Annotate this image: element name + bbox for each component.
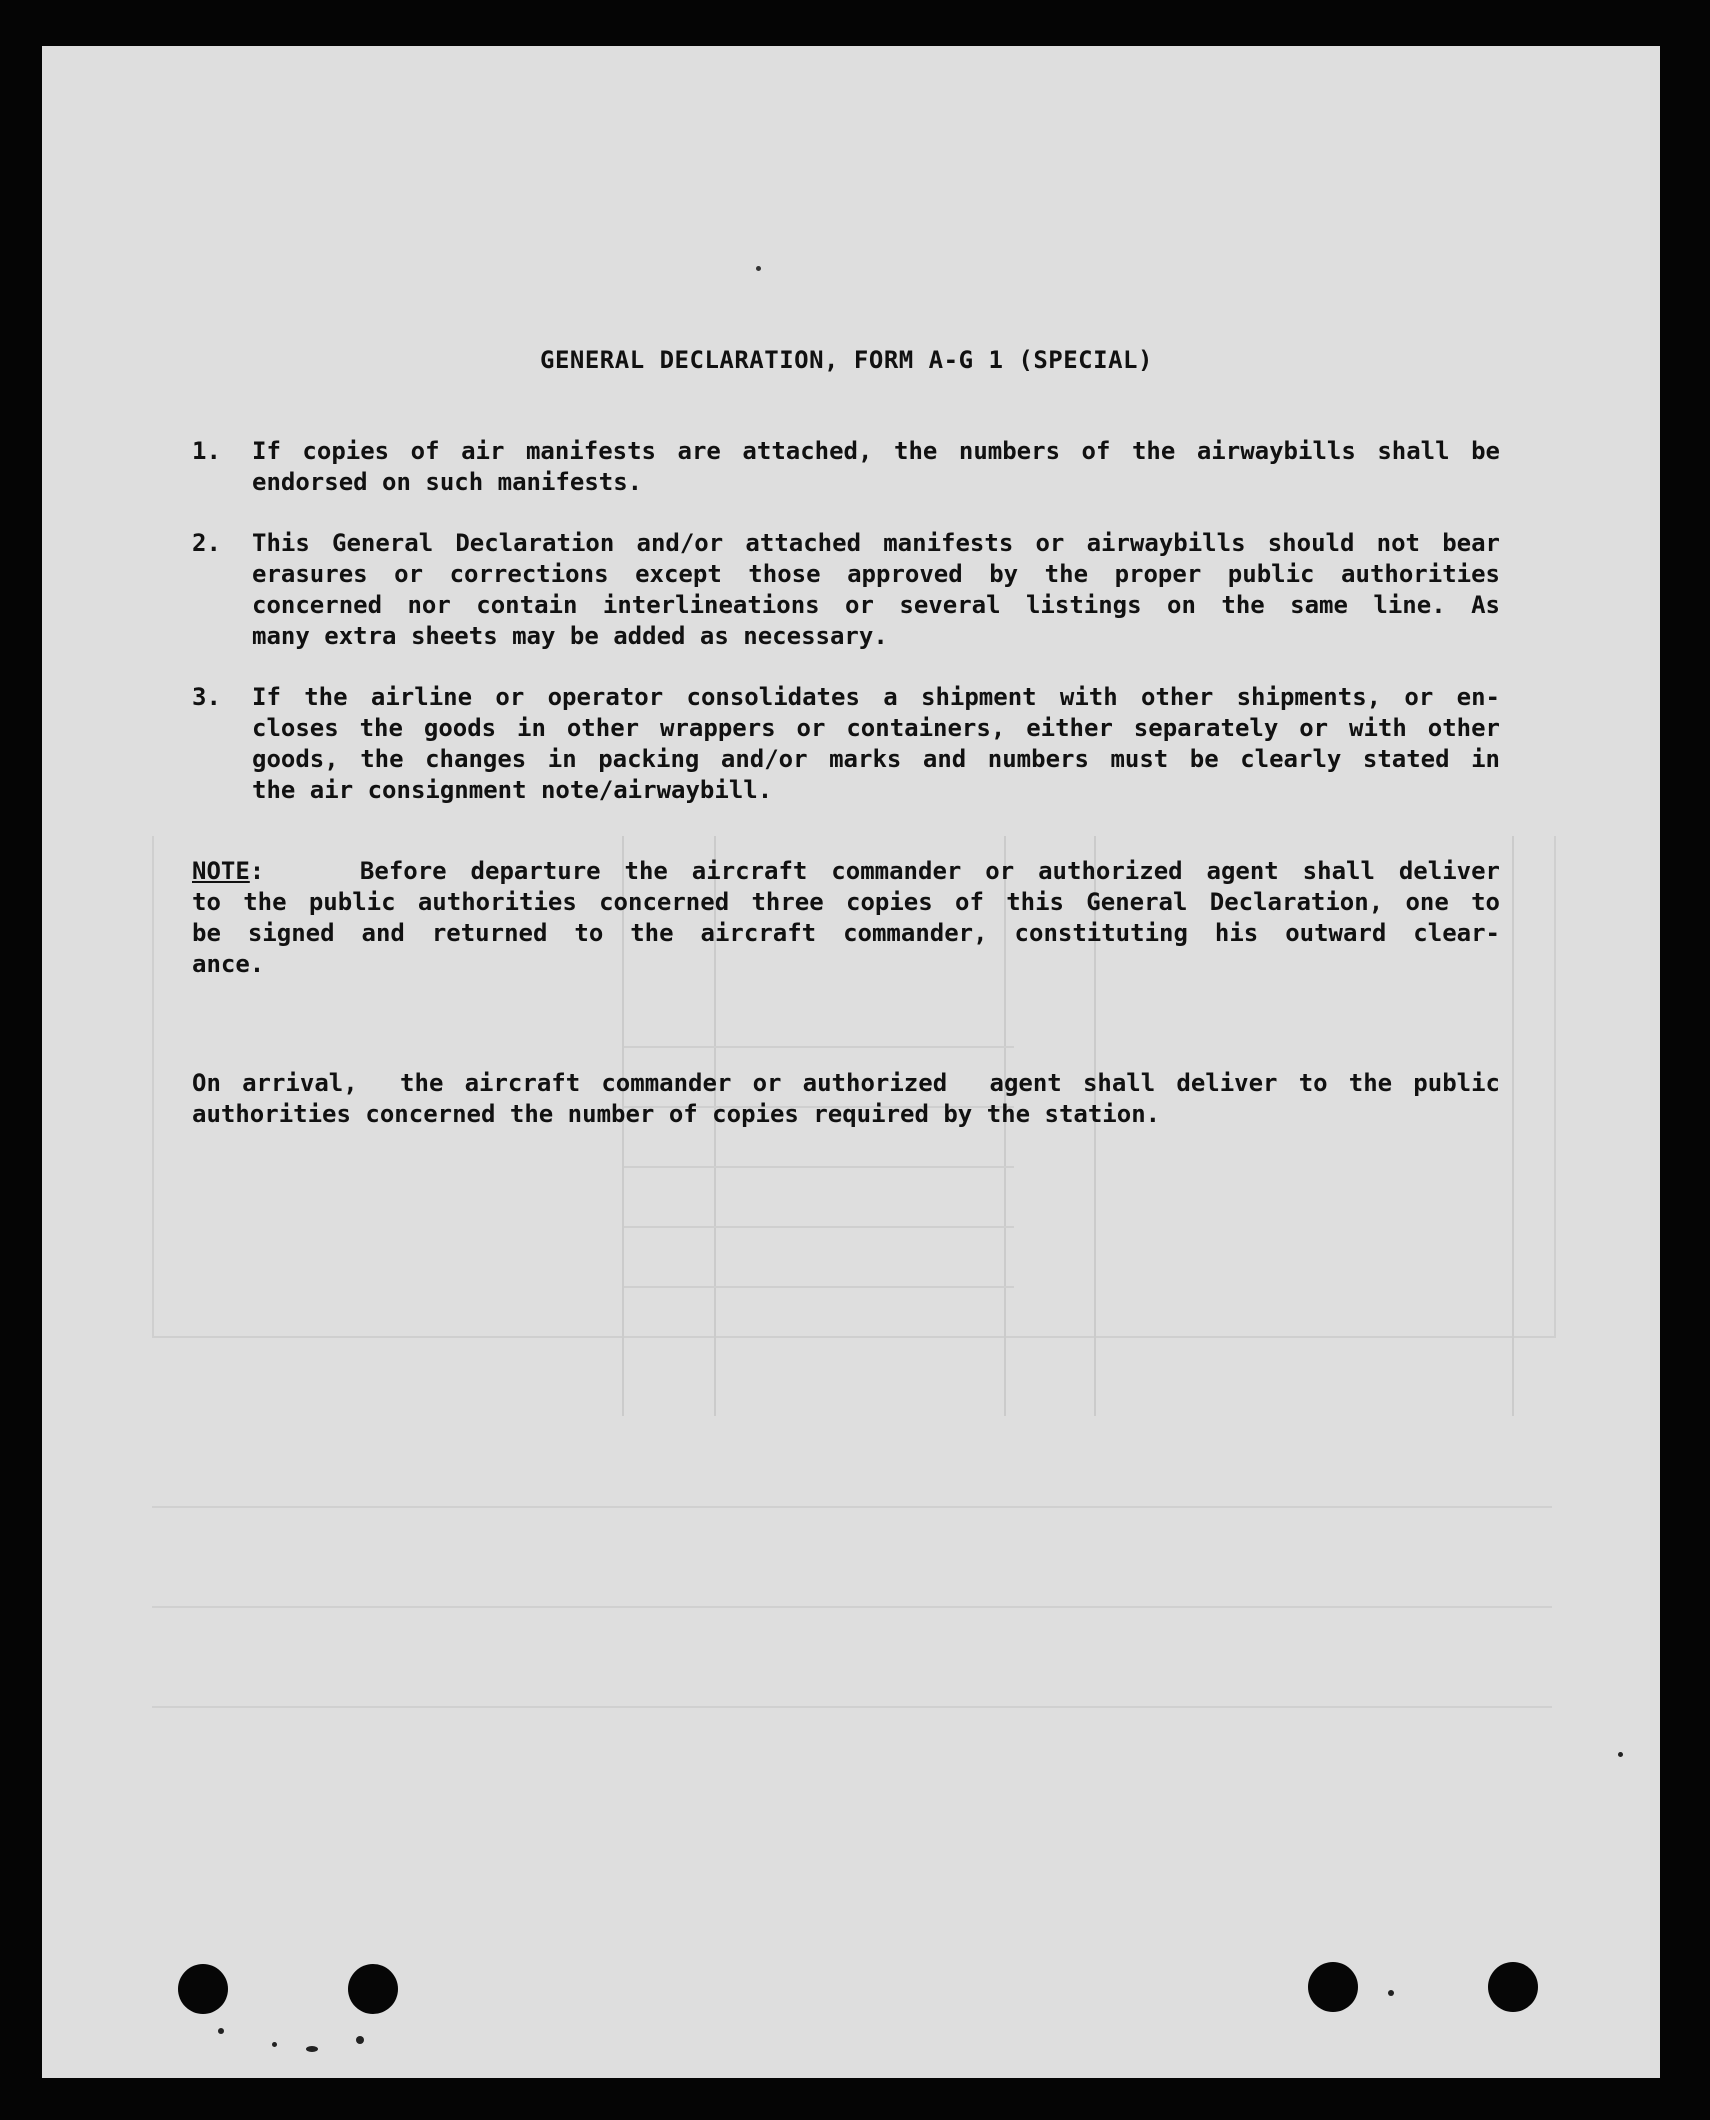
text-line: : Before departure the aircraft commander or authorized agent shall deliver <box>249 857 1500 885</box>
list-item-text <box>252 528 1500 652</box>
text-line: erasures or corrections except those approved by the proper public authorities <box>252 560 1500 588</box>
speck <box>272 2042 277 2047</box>
show-through-line <box>152 1706 1552 1708</box>
text-line: authorities concerned the number of copies required by the station. <box>192 1100 1161 1128</box>
show-through-line <box>1512 836 1514 1416</box>
punch-hole <box>348 1964 398 2014</box>
list-item-number: 1. <box>192 437 221 465</box>
list-item-text <box>252 436 1500 498</box>
show-through-line <box>624 1046 1014 1048</box>
show-through-line <box>624 1226 1014 1228</box>
list-item-number: 3. <box>192 683 221 711</box>
speck <box>1388 1990 1394 1996</box>
speck <box>306 2046 318 2052</box>
document-title: GENERAL DECLARATION, FORM A-G 1 (SPECIAL) <box>540 346 1153 374</box>
text-line: This General Declaration and/or attached manifests or airwaybills should not bear <box>252 529 1500 557</box>
text-line: to the public authorities concerned three copies of this General Declaration, one to <box>192 888 1500 916</box>
document-page <box>42 46 1660 2078</box>
arrival-paragraph <box>192 1068 1500 1130</box>
text-line: endorsed on such manifests. <box>252 468 643 496</box>
list-item-number: 2. <box>192 529 221 557</box>
show-through-line <box>152 1506 1552 1508</box>
text-line: ance. <box>192 950 265 978</box>
text-line: goods, the changes in packing and/or marks and numbers must be clearly stated in <box>252 745 1500 773</box>
punch-hole <box>1308 1962 1358 2012</box>
show-through-line <box>624 1286 1014 1288</box>
speck <box>356 2036 364 2044</box>
note-first-line <box>192 856 1500 887</box>
text-line: be signed and returned to the aircraft commander, constituting his outward clear- <box>192 919 1500 947</box>
note-paragraph <box>192 856 1500 980</box>
note-label: NOTE <box>192 857 250 885</box>
ink-dot <box>756 266 761 271</box>
list-item-text <box>252 682 1500 806</box>
show-through-line <box>152 1606 1552 1608</box>
text-line: closes the goods in other wrappers or containers, either separately or with other <box>252 714 1500 742</box>
text-line: If copies of air manifests are attached, the numbers of the airwaybills shall be <box>252 437 1500 465</box>
punch-hole <box>1488 1962 1538 2012</box>
text-line: On arrival, the aircraft commander or authorized agent shall deliver to the public <box>192 1069 1500 1097</box>
text-line: the air consignment note/airwaybill. <box>252 776 773 804</box>
text-line: If the airline or operator consolidates a shipment with other shipments, or en- <box>252 683 1500 711</box>
speck <box>218 2028 224 2034</box>
text-line: concerned nor contain interlineations or several listings on the same line. As <box>252 591 1500 619</box>
text-line: many extra sheets may be added as necessary. <box>252 622 888 650</box>
punch-hole <box>178 1964 228 2014</box>
show-through-line <box>624 1166 1014 1168</box>
speck <box>1618 1752 1623 1757</box>
